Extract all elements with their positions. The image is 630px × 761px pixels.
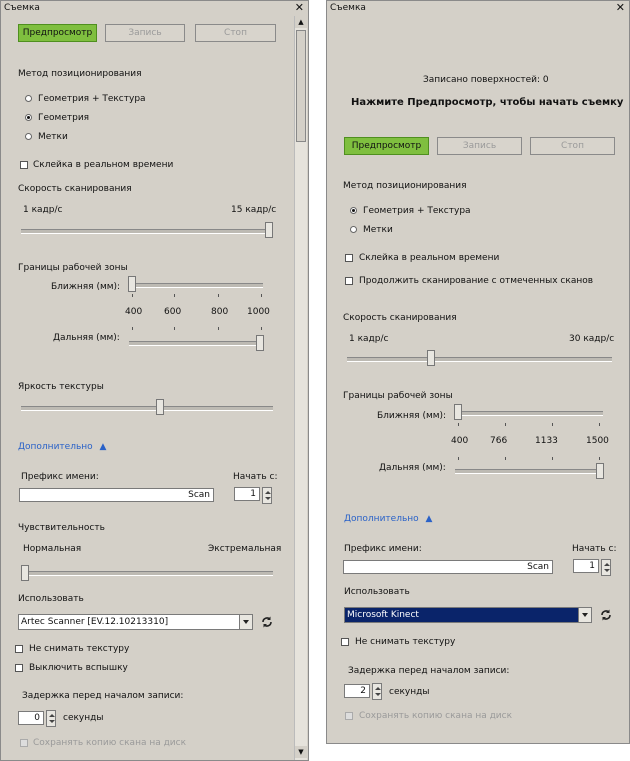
- device-value: Microsoft Kinect: [347, 610, 419, 620]
- panel-title: Съемка: [330, 3, 366, 13]
- radio-geometry-texture[interactable]: [350, 207, 357, 214]
- bounds-tick: [552, 423, 553, 426]
- no-texture-checkbox[interactable]: [341, 638, 349, 646]
- radio-markers[interactable]: [350, 226, 357, 233]
- panel-title: Съемка: [4, 3, 40, 13]
- radio-markers[interactable]: [25, 133, 32, 140]
- positioning-label: Метод позиционирования: [18, 69, 142, 79]
- scan-speed-slider[interactable]: [21, 229, 273, 234]
- preview-button[interactable]: Предпросмотр: [344, 137, 429, 155]
- bounds-tick-label: 800: [211, 307, 229, 317]
- near-thumb[interactable]: [454, 404, 462, 420]
- bounds-tick: [261, 327, 262, 330]
- radio-label: Геометрия + Текстура: [363, 206, 471, 216]
- no-texture-label: Не снимать текстуру: [355, 637, 456, 647]
- delay-label: Задержка перед началом записи:: [348, 666, 510, 676]
- start-number-input[interactable]: 1: [573, 559, 599, 573]
- scan-speed-min: 1 кадр/с: [23, 205, 63, 215]
- bounds-tick-label: 1000: [247, 307, 270, 317]
- realtime-fusion-checkbox[interactable]: [20, 161, 28, 169]
- bounds-label: Границы рабочей зоны: [343, 391, 453, 401]
- start-number-input[interactable]: 1: [234, 487, 260, 501]
- bounds-tick: [132, 327, 133, 330]
- scan-speed-max: 30 кадр/с: [569, 334, 615, 344]
- bounds-tick: [218, 327, 219, 330]
- prefix-input[interactable]: Scan: [19, 488, 214, 502]
- scan-speed-max: 15 кадр/с: [231, 205, 277, 215]
- save-copy-label: Сохранять копию скана на диск: [33, 738, 187, 748]
- right-capture-panel: [326, 0, 630, 744]
- bounds-tick: [552, 457, 553, 460]
- advanced-label: Дополнительно: [344, 514, 419, 524]
- bounds-tick-label: 400: [451, 436, 469, 446]
- delay-spinner[interactable]: [46, 710, 56, 727]
- scan-speed-min: 1 кадр/с: [349, 334, 389, 344]
- device-select[interactable]: [344, 607, 592, 623]
- scan-speed-thumb[interactable]: [265, 222, 273, 238]
- bounds-tick: [458, 423, 459, 426]
- sensitivity-label: Чувствительность: [18, 523, 105, 533]
- bounds-tick: [132, 294, 133, 297]
- save-copy-checkbox[interactable]: [345, 712, 353, 720]
- save-copy-label: Сохранять копию скана на диск: [359, 711, 513, 721]
- delay-input[interactable]: 0: [18, 711, 44, 725]
- left-capture-panel: [0, 0, 309, 761]
- start-label: Начать с:: [233, 472, 278, 482]
- bounds-tick: [599, 457, 600, 460]
- radio-label: Метки: [38, 132, 68, 142]
- far-slider[interactable]: [455, 469, 603, 474]
- scroll-up-icon[interactable]: ▲: [295, 16, 307, 28]
- use-label: Использовать: [18, 594, 84, 604]
- scan-speed-label: Скорость сканирования: [18, 184, 132, 194]
- sensitivity-thumb[interactable]: [21, 565, 29, 581]
- brightness-slider[interactable]: [21, 406, 273, 411]
- far-thumb[interactable]: [256, 335, 264, 351]
- bounds-tick: [218, 294, 219, 297]
- bounds-tick: [174, 327, 175, 330]
- scroll-down-icon[interactable]: ▼: [295, 746, 307, 758]
- bounds-tick-label: 766: [490, 436, 508, 446]
- stop-button[interactable]: Стоп: [530, 137, 615, 155]
- sensitivity-min: Нормальная: [23, 544, 82, 554]
- sensitivity-max: Экстремальная: [208, 544, 282, 554]
- bounds-tick-label: 600: [164, 307, 182, 317]
- delay-unit: секунды: [63, 713, 104, 723]
- scan-speed-label: Скорость сканирования: [343, 313, 457, 323]
- close-icon[interactable]: ✕: [294, 1, 304, 14]
- start-label: Начать с:: [572, 544, 617, 554]
- far-label: Дальняя (мм):: [53, 333, 120, 343]
- device-value: Artec Scanner [EV.12.10213310]: [21, 617, 169, 627]
- radio-geometry-texture[interactable]: [25, 95, 32, 102]
- chevron-down-icon[interactable]: [578, 608, 591, 622]
- bounds-tick-label: 400: [125, 307, 143, 317]
- no-texture-checkbox[interactable]: [15, 645, 23, 653]
- advanced-label: Дополнительно: [18, 442, 93, 452]
- start-spinner[interactable]: [601, 559, 611, 576]
- scan-speed-slider[interactable]: [347, 357, 612, 362]
- brightness-thumb[interactable]: [156, 399, 164, 415]
- prefix-input[interactable]: Scan: [343, 560, 553, 574]
- radio-label: Метки: [363, 225, 393, 235]
- advanced-toggle[interactable]: [344, 514, 432, 524]
- use-label: Использовать: [344, 587, 410, 597]
- bounds-tick: [458, 457, 459, 460]
- sensitivity-slider[interactable]: [21, 571, 273, 576]
- bounds-tick: [505, 423, 506, 426]
- bounds-tick: [599, 423, 600, 426]
- advanced-toggle[interactable]: [18, 442, 106, 452]
- near-slider[interactable]: [455, 411, 603, 416]
- far-label: Дальняя (мм):: [379, 463, 446, 473]
- vertical-scrollbar[interactable]: [294, 16, 307, 760]
- refresh-icon[interactable]: [599, 608, 613, 622]
- chevron-up-icon: ▲: [99, 442, 107, 452]
- realtime-fusion-checkbox[interactable]: [345, 254, 353, 262]
- bounds-label: Границы рабочей зоны: [18, 263, 128, 273]
- radio-geometry[interactable]: [25, 114, 32, 121]
- preview-button[interactable]: Предпросмотр: [18, 24, 97, 42]
- delay-spinner[interactable]: [372, 683, 382, 700]
- start-spinner[interactable]: [262, 487, 272, 504]
- realtime-fusion-label: Склейка в реальном времени: [33, 160, 174, 170]
- delay-label: Задержка перед началом записи:: [22, 691, 184, 701]
- bounds-tick-label: 1133: [535, 436, 558, 446]
- continue-scanning-checkbox[interactable]: [345, 277, 353, 285]
- delay-input[interactable]: 2: [344, 684, 370, 698]
- instruction-text: Нажмите Предпросмотр, чтобы начать съемку: [351, 97, 624, 108]
- device-select[interactable]: [18, 614, 253, 630]
- radio-label: Геометрия + Текстура: [38, 94, 146, 104]
- disable-flash-checkbox[interactable]: [15, 664, 23, 672]
- continue-scanning-label: Продолжить сканирование с отмеченных сканов: [359, 276, 594, 286]
- close-icon[interactable]: ✕: [615, 1, 625, 14]
- far-slider[interactable]: [129, 341, 263, 346]
- bounds-tick: [174, 294, 175, 297]
- positioning-label: Метод позиционирования: [343, 181, 467, 191]
- brightness-label: Яркость текстуры: [18, 382, 104, 392]
- bounds-tick: [261, 294, 262, 297]
- bounds-tick: [505, 457, 506, 460]
- far-thumb[interactable]: [596, 463, 604, 479]
- near-label: Ближняя (мм):: [51, 282, 121, 292]
- chevron-up-icon: ▲: [425, 514, 433, 524]
- delay-unit: секунды: [389, 687, 430, 697]
- realtime-fusion-label: Склейка в реальном времени: [359, 253, 500, 263]
- save-copy-checkbox[interactable]: [20, 739, 28, 747]
- stop-button[interactable]: Стоп: [195, 24, 276, 42]
- no-texture-label: Не снимать текстуру: [29, 644, 130, 654]
- bounds-tick-label: 1500: [586, 436, 609, 446]
- near-thumb[interactable]: [128, 276, 136, 292]
- scrollbar-thumb[interactable]: [296, 30, 306, 142]
- record-button[interactable]: Запись: [105, 24, 185, 42]
- refresh-icon[interactable]: [260, 615, 274, 629]
- disable-flash-label: Выключить вспышку: [29, 663, 128, 673]
- prefix-label: Префикс имени:: [344, 544, 422, 554]
- radio-label: Геометрия: [38, 113, 90, 123]
- scan-speed-thumb[interactable]: [427, 350, 435, 366]
- recorded-surfaces: Записано поверхностей: 0: [423, 75, 549, 85]
- record-button[interactable]: Запись: [437, 137, 522, 155]
- near-slider[interactable]: [129, 283, 263, 288]
- chevron-down-icon[interactable]: [239, 615, 252, 629]
- prefix-label: Префикс имени:: [21, 472, 99, 482]
- near-label: Ближняя (мм):: [377, 411, 447, 421]
